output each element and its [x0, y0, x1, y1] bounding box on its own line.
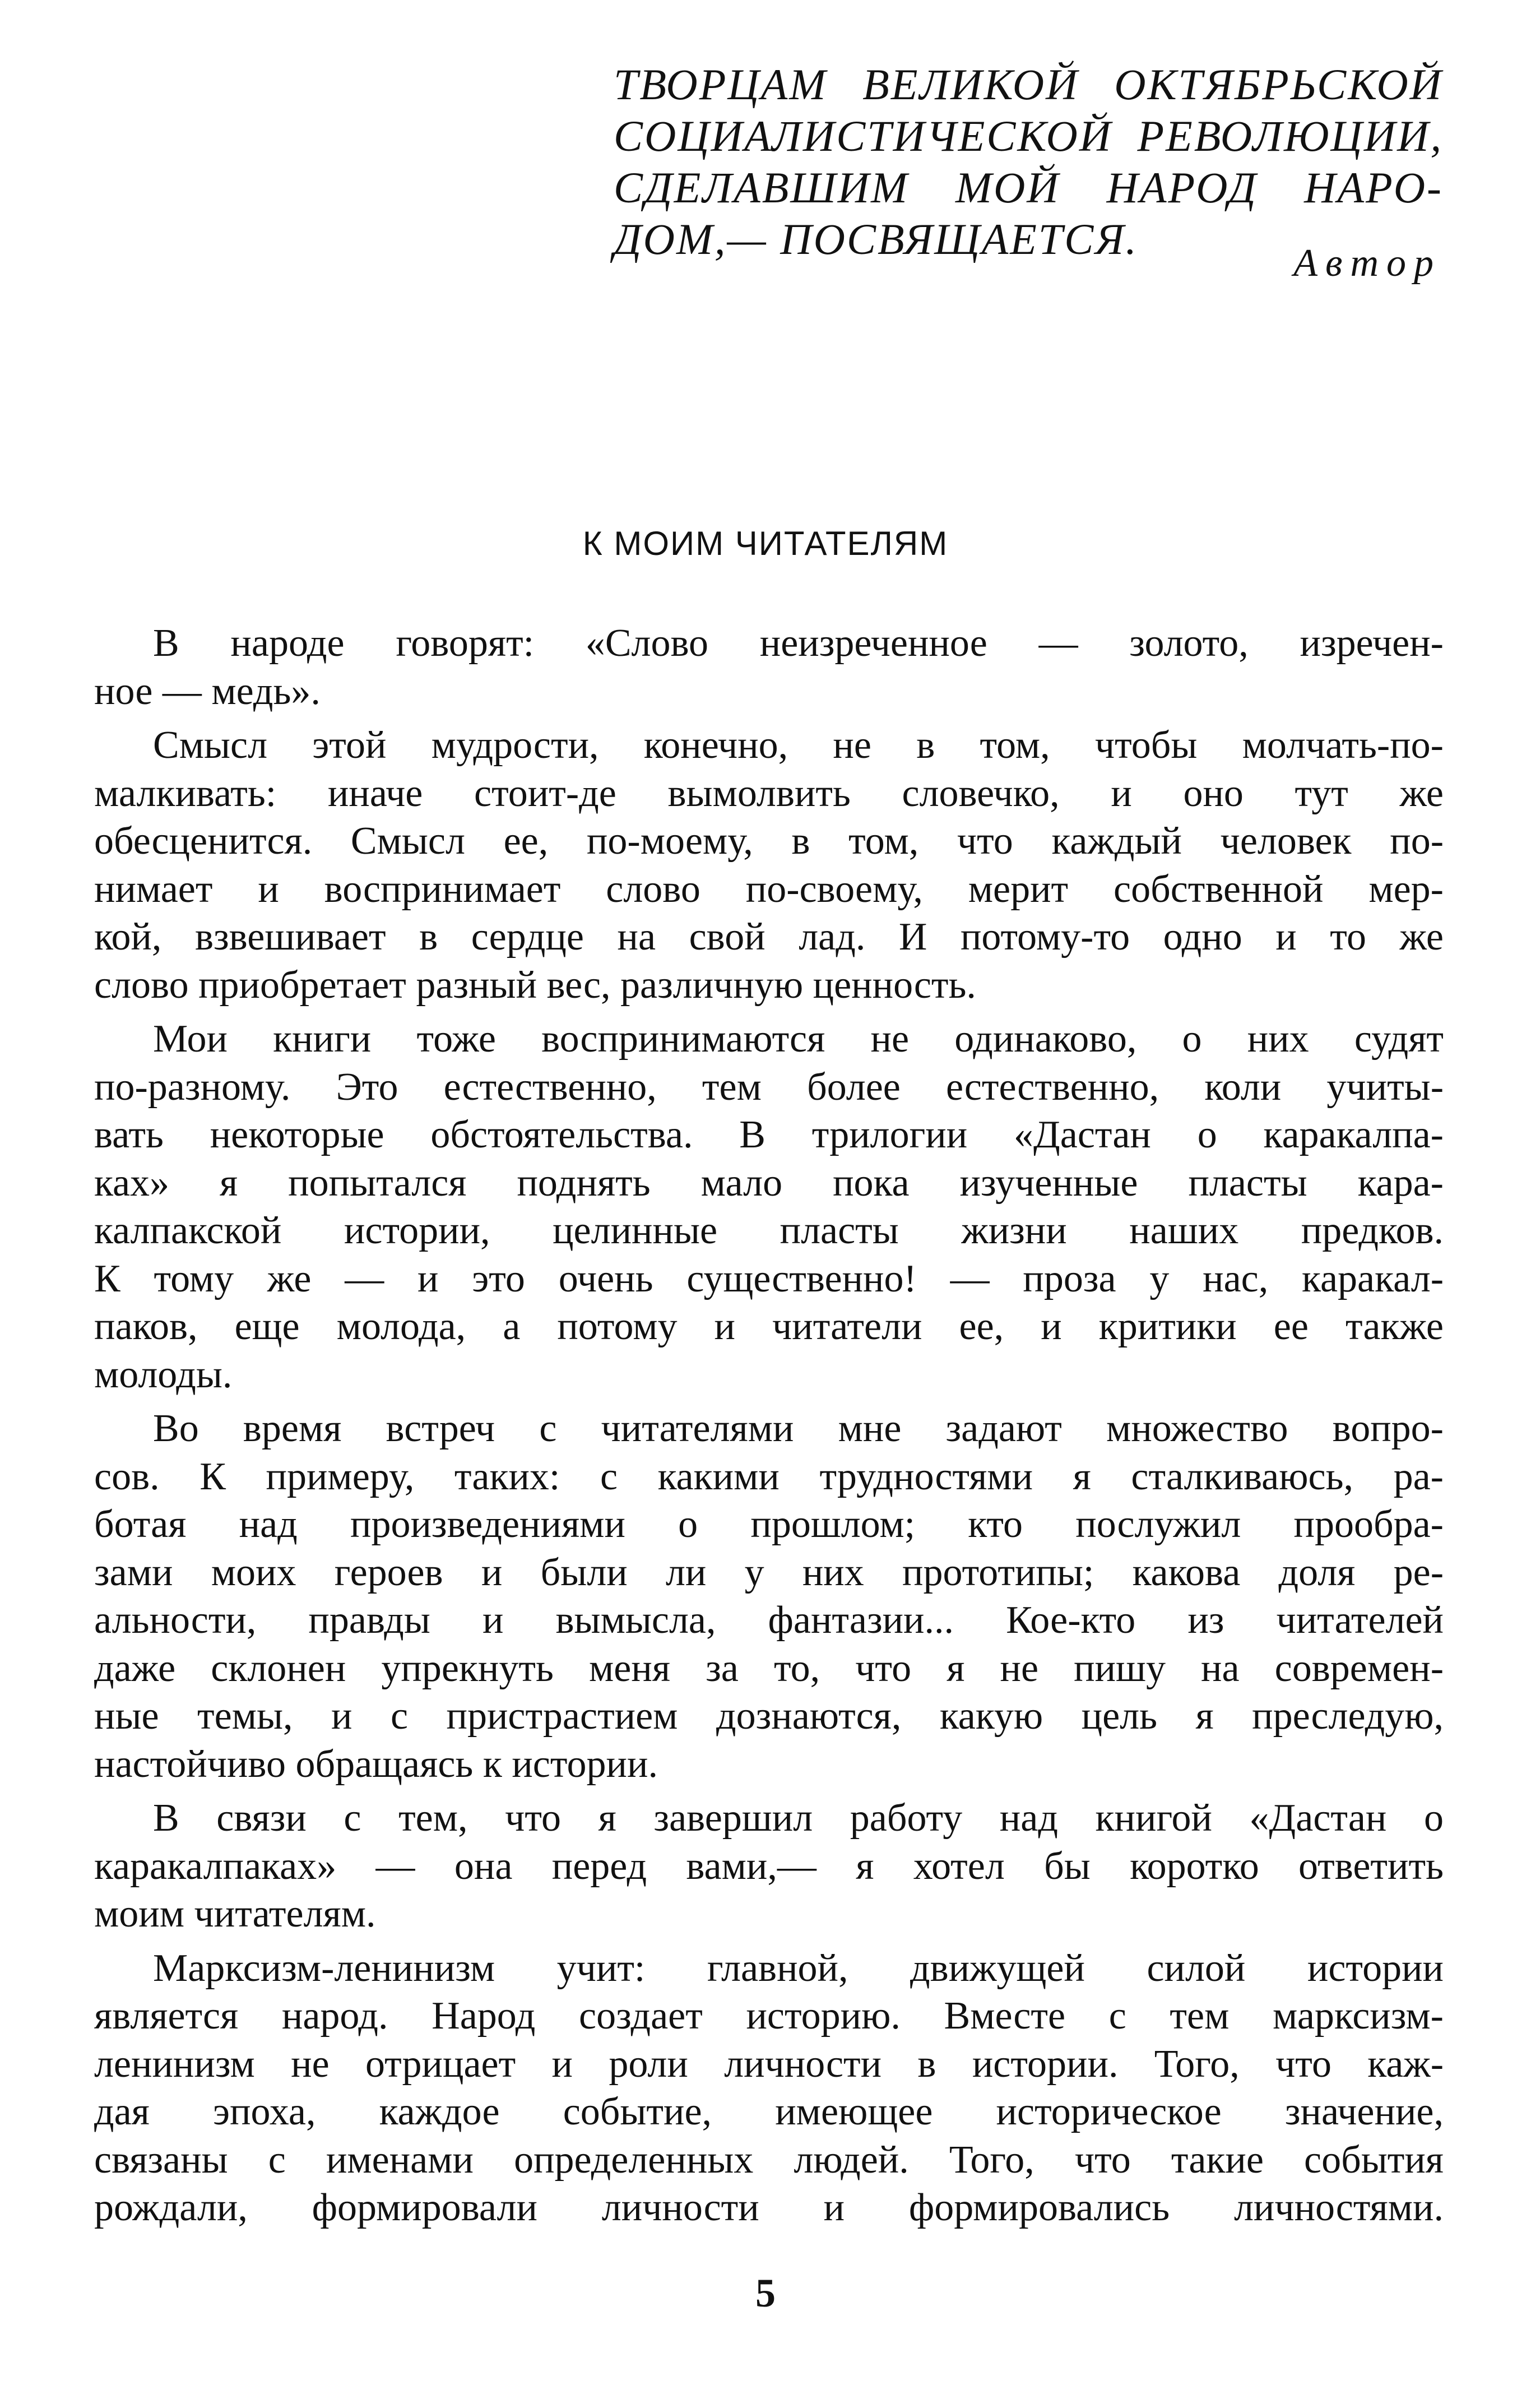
text-line: В народе говорят: «Слово неизреченное — золото, изречен-: [153, 622, 1444, 665]
text-line: каракалпаках» — она перед вами,— я хотел бы коротко ответить: [94, 1844, 1444, 1888]
text-line: настойчиво обращаясь к истории.: [94, 1742, 658, 1786]
text-line: ные темы, и с пристрастием дознаются, какую цель я преследую,: [94, 1694, 1444, 1738]
text-line: альности, правды и вымысла, фантазии... Кое-кто из читателей: [94, 1599, 1444, 1642]
text-line: моим читателям.: [94, 1892, 376, 1935]
dedication-line: СДЕЛАВШИМ МОЙ НАРОД НАРО-: [614, 163, 1443, 212]
paragraph: [94, 1015, 1444, 1399]
text-line: по-разному. Это естественно, тем более естественно, коли учиты-: [94, 1065, 1444, 1109]
text-line: зами моих героев и были ли у них прототипы; какова доля ре-: [94, 1550, 1444, 1594]
text-line: ках» я попытался поднять мало пока изученные пласты кара-: [94, 1161, 1444, 1205]
text-line: Смысл этой мудрости, конечно, не в том, чтобы молчать-по-: [153, 724, 1444, 767]
text-line: Во время встреч с читателями мне задают множество вопро-: [153, 1407, 1444, 1450]
text-line: В связи с тем, что я завершил работу над книгой «Дастан о: [153, 1796, 1444, 1840]
text-line: ленинизм не отрицает и роли личности в истории. Того, что каж-: [94, 2042, 1444, 2086]
text-line: связаны с именами определенных людей. Того, что такие события: [94, 2138, 1444, 2182]
text-line: вать некоторые обстоятельства. В трилогии «Дастан о каракалпа-: [94, 1113, 1444, 1156]
text-line: нимает и воспринимает слово по-своему, мерит собственной мер-: [94, 867, 1444, 911]
dedication-line: ДОМ,— ПОСВЯЩАЕТСЯ.: [614, 215, 1139, 263]
text-line: Марксизм-ленинизм учит: главной, движущей силой истории: [153, 1946, 1444, 1990]
dedication-line: СОЦИАЛИСТИЧЕСКОЙ РЕВОЛЮЦИИ,: [614, 112, 1443, 160]
text-line: К тому же — и это очень существенно! — проза у нас, каракал-: [94, 1257, 1444, 1300]
paragraph: [94, 1794, 1444, 1938]
text-line: ботая над произведениями о прошлом; кто послужил прообра-: [94, 1503, 1444, 1546]
page-number: 5: [755, 2271, 776, 2316]
text-line: Мои книги тоже воспринимаются не одинаково, о них судят: [153, 1017, 1444, 1061]
paragraph: [94, 721, 1444, 1009]
text-line: калпакской истории, целинные пласты жизни наших предков.: [94, 1209, 1444, 1252]
text-line: паков, еще молода, а потому и читатели ее, и критики ее также: [94, 1305, 1444, 1348]
paragraph: [94, 619, 1444, 715]
paragraph: [94, 1405, 1444, 1788]
text-line: обесценится. Смысл ее, по-моему, в том, что каждый человек по-: [94, 819, 1444, 863]
dedication-author: Автор: [1293, 242, 1441, 285]
dedication-line: ТВОРЦАМ ВЕЛИКОЙ ОКТЯБРЬСКОЙ: [614, 60, 1443, 109]
text-line: слово приобретает разный вес, различную ценность.: [94, 963, 976, 1007]
text-line: молоды.: [94, 1353, 233, 1396]
body-text: [94, 619, 1444, 2238]
dedication: [614, 59, 1443, 265]
text-line: даже склонен упрекнуть меня за то, что я не пишу на современ-: [94, 1646, 1444, 1690]
text-line: малкивать: иначе стоит-де вымолвить словечко, и оно тут же: [94, 771, 1444, 815]
text-line: дая эпоха, каждое событие, имеющее историческое значение,: [94, 2090, 1444, 2133]
text-line: сов. К примеру, таких: с какими трудностями я сталкиваюсь, ра-: [94, 1455, 1444, 1498]
paragraph: [94, 1944, 1444, 2232]
text-line: рождали, формировали личности и формировались личностями.: [94, 2186, 1444, 2229]
chapter-heading: К МОИМ ЧИТАТЕЛЯМ: [582, 525, 949, 562]
text-line: является народ. Народ создает историю. Вместе с тем марксизм-: [94, 1994, 1444, 2037]
text-line: ное — медь».: [94, 669, 321, 713]
text-line: кой, взвешивает в сердце на свой лад. И потому-то одно и то же: [94, 915, 1444, 958]
